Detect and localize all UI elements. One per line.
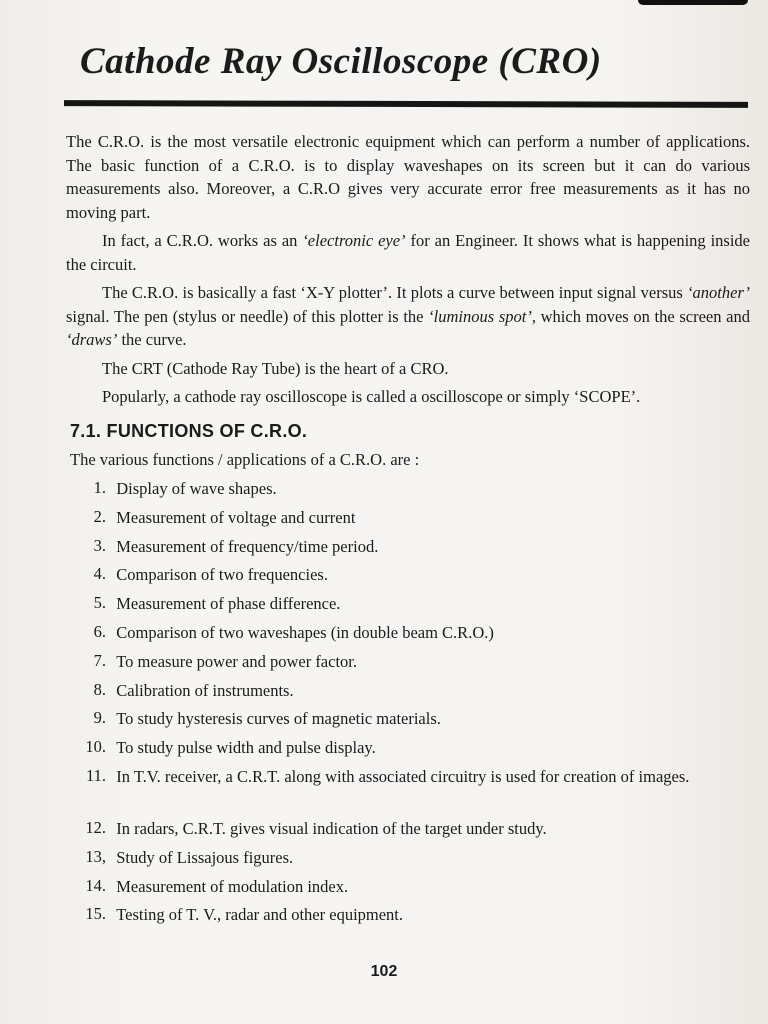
list-item: 3. Measurement of frequency/time period. <box>93 535 379 556</box>
page-number: 102 <box>370 963 398 980</box>
list-item: 9. To study hysteresis curves of magnetic materials. <box>93 708 441 729</box>
list-item: 11. In T.V. receiver, a C.R.T. along with associated circuitry is used for creation of images. <box>85 765 690 786</box>
paragraph-1: The C.R.O. is the most versatile electronic equipment which can perform a number of applications. The basic function of a C.R.O. is to display waveshapes on its screen but it can do various measurements also. Moreover, a C.R.O gives very accurate error free measurements as it has no moving part. <box>66 132 750 222</box>
section-heading: 7.1. FUNCTIONS OF C.R.O. <box>70 421 308 441</box>
list-item: 12. In radars, C.R.T. gives visual indication of the target under study. <box>85 817 547 838</box>
list-item: 10. To study pulse width and pulse display. <box>85 737 376 758</box>
list-item: 14. Measurement of modulation index. <box>85 875 349 896</box>
list-item: 2. Measurement of voltage and current <box>93 506 356 527</box>
list-item: 6. Comparison of two waveshapes (in double beam C.R.O.) <box>93 621 494 642</box>
page-edge-mark <box>638 0 748 5</box>
intro-text <box>66 130 750 414</box>
list-item: 8. Calibration of instruments. <box>93 679 294 700</box>
list-item: 1. Display of wave shapes. <box>93 478 277 498</box>
list-item: 4. Comparison of two frequencies. <box>93 564 328 585</box>
paragraph-2: In fact, a C.R.O. works as an ‘electronic eye’ for an Engineer. It shows what is happening inside the circuit. <box>66 231 750 274</box>
list-item: 15. Testing of T. V., radar and other equipment. <box>85 904 404 925</box>
page-title: Cathode Ray Oscilloscope (CRO) <box>80 41 602 82</box>
list-item: 13, Study of Lissajous figures. <box>85 846 294 867</box>
paragraph-5: Popularly, a cathode ray oscilloscope is called a oscilloscope or simply ‘SCOPE’. <box>102 387 641 406</box>
functions-list <box>66 478 756 933</box>
list-item: 5. Measurement of phase difference. <box>93 593 341 614</box>
title-rule <box>64 100 748 108</box>
paragraph-4: The CRT (Cathode Ray Tube) is the heart of a CRO. <box>102 358 449 378</box>
list-item: 7. To measure power and power factor. <box>93 650 357 671</box>
paragraph-3: The C.R.O. is basically a fast ‘X-Y plotter’. It plots a curve between input signal versus ‘another’ signal. The pen (stylus or needle) of this plotter is the ‘luminous spot’, which moves on the screen and ‘draws’ the curve. <box>66 283 750 349</box>
section-intro: The various functions / applications of a C.R.O. are : <box>70 450 420 469</box>
